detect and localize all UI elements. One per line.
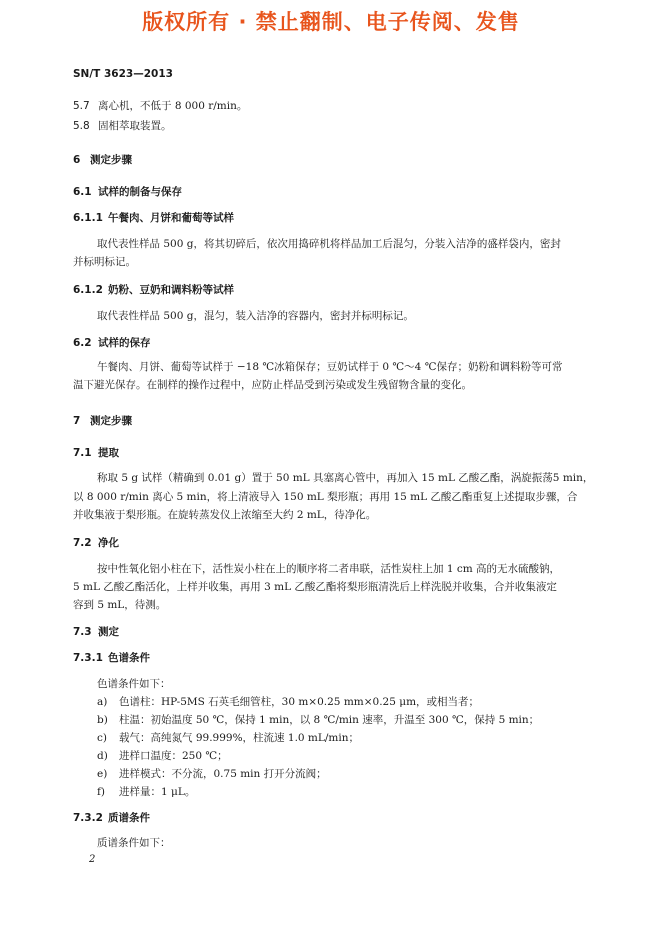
section-heading: 色谱条件 [108, 652, 150, 664]
paragraph-line: 午餐肉、月饼、葡萄等试样于 −18 ℃冰箱保存；豆奶试样于 0 ℃～4 ℃保存；奶粉和调料粉等可常 [97, 361, 563, 373]
paragraph-line: 温下避光保存。在制样的操作过程中，应防止样品受到污染或发生残留物含量的变化。 [73, 379, 472, 391]
list-item-label: d) [97, 750, 108, 762]
section-number: 7.3.2 [73, 812, 103, 824]
section-number: 6.1.2 [73, 284, 103, 296]
list-item-label: f) [97, 786, 105, 798]
section-heading: 奶粉、豆奶和调料粉等试样 [108, 284, 234, 296]
paragraph-line: 5 mL 乙酸乙酯活化，上样并收集，再用 3 mL 乙酸乙酯将梨形瓶清洗后上样洗脱并收集，合并收集液定 [73, 581, 557, 593]
section-number: 6.1.1 [73, 212, 103, 224]
paragraph-line: 称取 5 g 试样（精确到 0.01 g）置于 50 mL 具塞离心管中，再加入 15 mL 乙酸乙酯，涡旋振荡5 min， [97, 472, 594, 484]
paragraph-line: 按中性氧化铝小柱在下，活性炭小柱在上的顺序将二者串联，活性炭柱上加 1 cm 高的无水硫酸钠， [97, 563, 561, 575]
list-item-label: a) [97, 696, 108, 708]
copyright-watermark: 版权所有 · 禁止翻制、电子传阅、发售 [142, 10, 520, 34]
section-heading: 试样的制备与保存 [98, 186, 182, 198]
section-number: 7 [73, 415, 81, 427]
section-number: 6 [73, 154, 81, 166]
document-id: SN/T 3623—2013 [73, 68, 173, 80]
section-number: 7.2 [73, 537, 92, 549]
list-item-text: 进样口温度：250 ℃； [119, 750, 228, 762]
section-heading: 净化 [98, 537, 119, 549]
section-heading: 质谱条件 [108, 812, 150, 824]
list-intro: 色谱条件如下： [97, 678, 171, 690]
section-text: 固相萃取装置。 [98, 120, 172, 132]
list-item-text: 载气：高纯氮气 99.999%，柱流速 1.0 mL/min； [119, 732, 359, 744]
section-heading: 提取 [98, 447, 119, 459]
section-heading: 测定 [98, 626, 119, 638]
list-intro: 质谱条件如下： [97, 837, 171, 849]
list-item-label: b) [97, 714, 108, 726]
section-heading: 试样的保存 [98, 337, 151, 349]
list-item-text: 进样量：1 μL。 [119, 786, 196, 798]
list-item-label: c) [97, 732, 107, 744]
section-number: 6.2 [73, 337, 92, 349]
section-text: 离心机，不低于 8 000 r/min。 [98, 100, 248, 112]
list-item-text: 进样模式：不分流，0.75 min 打开分流阀； [119, 768, 327, 780]
section-heading: 午餐肉、月饼和葡萄等试样 [108, 212, 234, 224]
paragraph-line: 容到 5 mL，待测。 [73, 599, 167, 611]
section-number: 5.7 [73, 100, 90, 112]
section-number: 6.1 [73, 186, 92, 198]
section-heading: 测定步骤 [90, 154, 132, 166]
section-heading: 测定步骤 [90, 415, 132, 427]
section-number: 7.3.1 [73, 652, 103, 664]
section-number: 5.8 [73, 120, 90, 132]
section-number: 7.3 [73, 626, 92, 638]
list-item-label: e) [97, 768, 108, 780]
paragraph-line: 取代表性样品 500 g，将其切碎后，依次用捣碎机将样品加工后混匀，分装入洁净的盛样袋内，密封 [97, 238, 561, 250]
list-item-text: 色谱柱：HP-5MS 石英毛细管柱，30 m×0.25 mm×0.25 μm，或相当者； [119, 696, 480, 708]
paragraph-line: 并收集液于梨形瓶。在旋转蒸发仪上浓缩至大约 2 mL，待净化。 [73, 509, 377, 521]
page-number: 2 [89, 854, 96, 865]
paragraph-line: 并标明标记。 [73, 256, 136, 268]
list-item-text: 柱温：初始温度 50 ℃，保持 1 min，以 8 ℃/min 速率，升温至 300 ℃，保持 5 min； [119, 714, 540, 726]
section-number: 7.1 [73, 447, 92, 459]
paragraph-line: 以 8 000 r/min 离心 5 min，将上清液导入 150 mL 梨形瓶；再用 15 mL 乙酸乙酯重复上述提取步骤，合 [73, 491, 578, 503]
paragraph-line: 取代表性样品 500 g，混匀，装入洁净的容器内，密封并标明标记。 [97, 310, 414, 322]
